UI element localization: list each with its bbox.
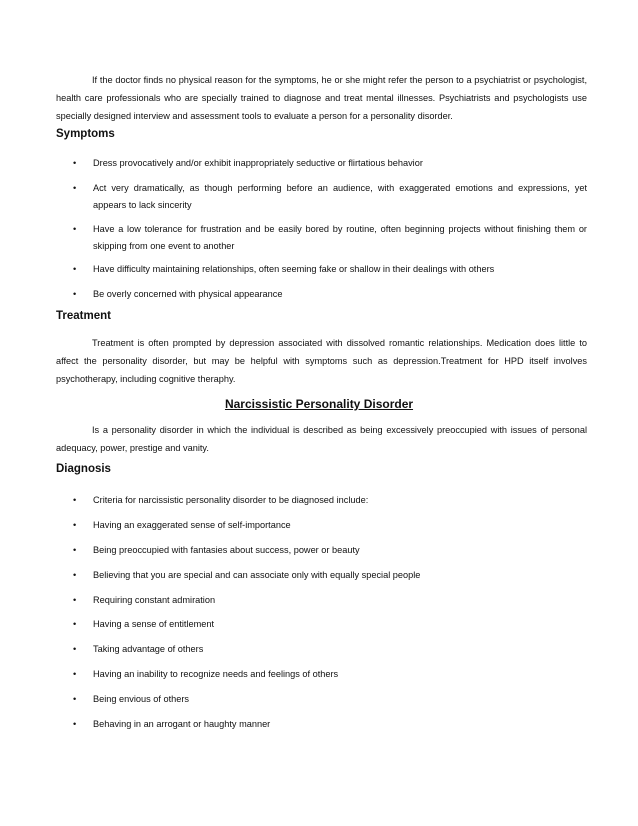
bullet-icon: •: [73, 694, 77, 704]
list-item-text: Criteria for narcissistic personality disorder to be diagnosed include:: [93, 495, 369, 505]
bullet-icon: •: [73, 289, 77, 299]
bullet-icon: •: [73, 644, 77, 654]
bullet-icon: •: [73, 264, 77, 274]
bullet-icon: •: [73, 520, 77, 530]
bullet-icon: •: [73, 183, 77, 193]
bullet-icon: •: [73, 224, 77, 234]
bullet-icon: •: [73, 719, 77, 729]
list-item-text: Act very dramatically, as though performing before an audience, with exaggerated emotions and expressions, yet appears to lack sincerity: [93, 183, 587, 210]
treatment-heading: Treatment: [56, 310, 111, 322]
intro-paragraph: If the doctor finds no physical reason for the symptoms, he or she might refer the person to a psychiatrist or psychologist, health care professionals who are specially trained to diagnose and treat mental illnesses. Psychiatrists and psychologists use specially designed interview and assessment tools to evaluate a person for a personality disorder.: [56, 75, 587, 121]
list-item-text: Taking advantage of others: [93, 644, 204, 654]
npd-paragraph: Is a personality disorder in which the individual is described as being excessively preoccupied with issues of personal adequacy, power, prestige and vanity.: [56, 425, 587, 453]
bullet-icon: •: [73, 158, 77, 168]
bullet-icon: •: [73, 619, 77, 629]
list-item-text: Have a low tolerance for frustration and be easily bored by routine, often beginning projects without finishing them or skipping from one event to another: [93, 224, 587, 251]
list-item-text: Be overly concerned with physical appearance: [93, 289, 283, 299]
list-item-text: Having a sense of entitlement: [93, 619, 215, 629]
npd-title: Narcissistic Personality Disorder: [224, 397, 414, 411]
symptoms-heading: Symptoms: [56, 128, 115, 140]
list-item-text: Being envious of others: [93, 694, 190, 704]
treatment-paragraph: Treatment is often prompted by depression associated with dissolved romantic relationships. Medication does little to affect the personality disorder, but may be helpful with symptoms such as depression.Treatment for HPD itself involves psychotherapy, including cognitive theraphy.: [56, 338, 587, 384]
bullet-icon: •: [73, 595, 77, 605]
list-item-text: Believing that you are special and can associate only with equally special people: [93, 570, 421, 580]
bullet-icon: •: [73, 669, 77, 679]
bullet-icon: •: [73, 570, 77, 580]
list-item-text: Having an inability to recognize needs and feelings of others: [93, 669, 339, 679]
list-item-text: Behaving in an arrogant or haughty manner: [93, 719, 271, 729]
bullet-icon: •: [73, 495, 77, 505]
bullet-icon: •: [73, 545, 77, 555]
list-item-text: Having an exaggerated sense of self-importance: [93, 520, 291, 530]
list-item-text: Requiring constant admiration: [93, 595, 216, 605]
list-item-text: Dress provocatively and/or exhibit inappropriately seductive or flirtatious behavior: [93, 158, 423, 168]
diagnosis-heading: Diagnosis: [56, 463, 111, 475]
list-item-text: Have difficulty maintaining relationships, often seeming fake or shallow in their dealings with others: [93, 264, 495, 274]
list-item-text: Being preoccupied with fantasies about success, power or beauty: [93, 545, 360, 555]
